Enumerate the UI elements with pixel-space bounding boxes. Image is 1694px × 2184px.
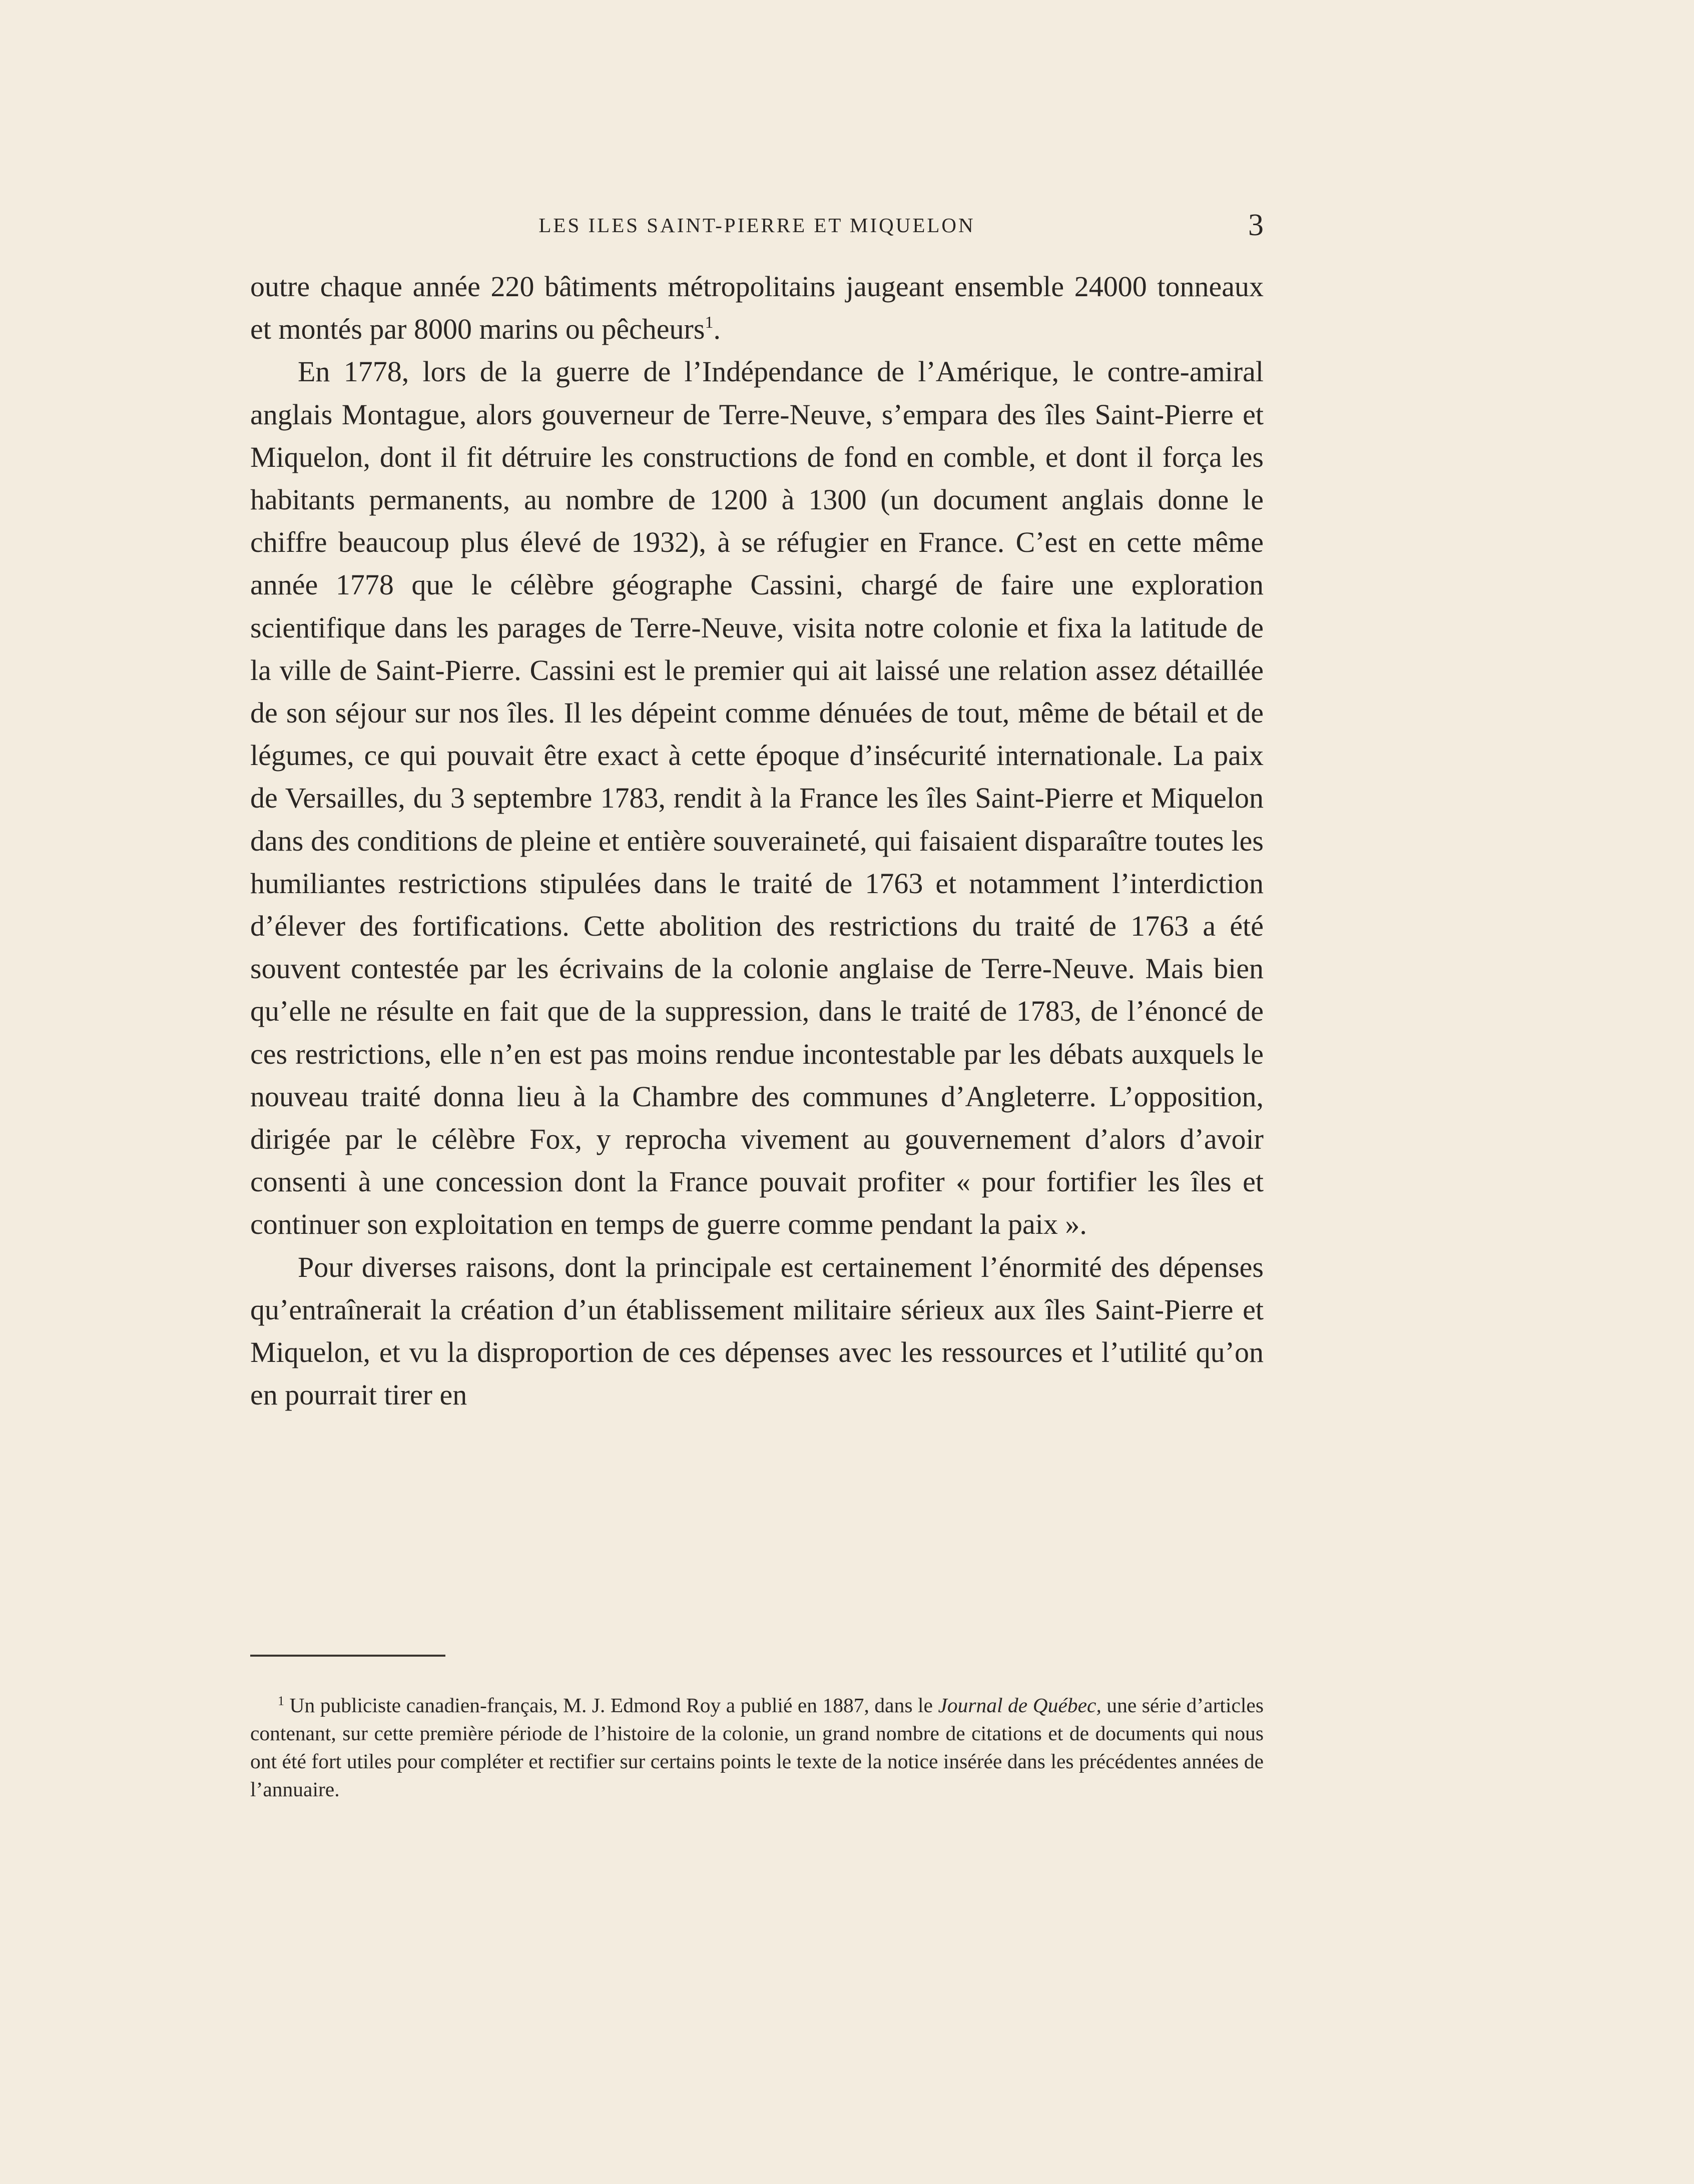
paragraph-2: En 1778, lors de la guerre de l’Indépendance de l’Amérique, le contre-amiral anglais Montague, alors gouverneur de Terre-Neuve, s’empara des îles Saint-Pierre et Miquelon, dont il fit détruire les constructions de fond en comble, et dont il força les habitants permanents, au nombre de 1200 à 1300 (un document anglais donne le chiffre beaucoup plus élevé de 1932), à se réfugier en France. C’est en cette même année 1778 que le célèbre géographe Cassini, chargé de faire une exploration scientifique dans les parages de Terre-Neuve, visita notre colonie et fixa la latitude de la ville de Saint-Pierre. Cassini est le premier qui ait laissé une relation assez détaillée de son séjour sur nos îles. Il les dépeint comme dénuées de tout, même de bétail et de légumes, ce qui pouvait être exact à cette époque d’insécurité internationale. La paix de Versailles, du 3 septembre 1783, rendit à la France les îles Saint-Pierre et Miquelon dans des conditions de pleine et entière souveraineté, qui faisaient disparaître toutes les humiliantes restrictions stipulées dans le traité de 1763 et notamment l’interdiction d’élever des fortifications. Cette abolition des restrictions du traité de 1763 a été souvent contestée par les écrivains de la colonie anglaise de Terre-Neuve. Mais bien qu’elle ne résulte en fait que de la suppression, dans le traité de 1783, de l’énoncé de ces restrictions, elle n’en est pas moins rendue incontestable par les débats auxquels le nouveau traité donna lieu à la Chambre des communes d’Angleterre. L’opposition, dirigée par le célèbre Fox, y reprocha vivement au gouvernement d’alors d’avoir consenti à une concession dont la France pouvait profiter « pour fortifier les îles et continuer son exploitation en temps de guerre comme pendant la paix ». xyxy=(250,355,1264,1241)
footnote-divider xyxy=(250,1655,445,1657)
footnote xyxy=(250,1691,1264,1803)
footnote-text-before: Un publiciste canadien-français, M. J. Edmond Roy a publié en 1887, dans le xyxy=(284,1694,938,1717)
running-head xyxy=(250,205,1264,245)
footnote-journal-title: Journal de Québec, xyxy=(938,1694,1101,1717)
page-number: 3 xyxy=(1248,208,1264,242)
footnote-reference[interactable]: 1 xyxy=(705,313,714,332)
paragraph-1 xyxy=(250,265,1264,350)
paragraph-1-text: outre chaque année 220 bâtiments métropolitains jaugeant ensemble 24000 tonneaux et montés par 8000 marins ou pêcheurs xyxy=(250,270,1264,346)
main-text xyxy=(250,265,1264,1416)
footnote-marker: 1 xyxy=(278,1694,284,1708)
running-title: LES ILES SAINT-PIERRE ET MIQUELON xyxy=(538,214,975,237)
paragraph-1-end: . xyxy=(713,313,721,346)
footnote-text-after: une série d’articles contenant, sur cette première période de l’histoire de la colonie, un grand nombre de citations et de documents qui nous ont été fort utiles pour compléter et rectifier sur certains points le texte de la notice insérée dans les précédentes années de l’annuaire. xyxy=(250,1694,1264,1801)
paragraph-3: Pour diverses raisons, dont la principale est certainement l’énormité des dépenses qu’entraînerait la création d’un établissement militaire sérieux aux îles Saint-Pierre et Miquelon, et vu la disproportion de ces dépenses avec les ressources et l’utilité qu’on en pourrait tirer en xyxy=(250,1250,1264,1411)
